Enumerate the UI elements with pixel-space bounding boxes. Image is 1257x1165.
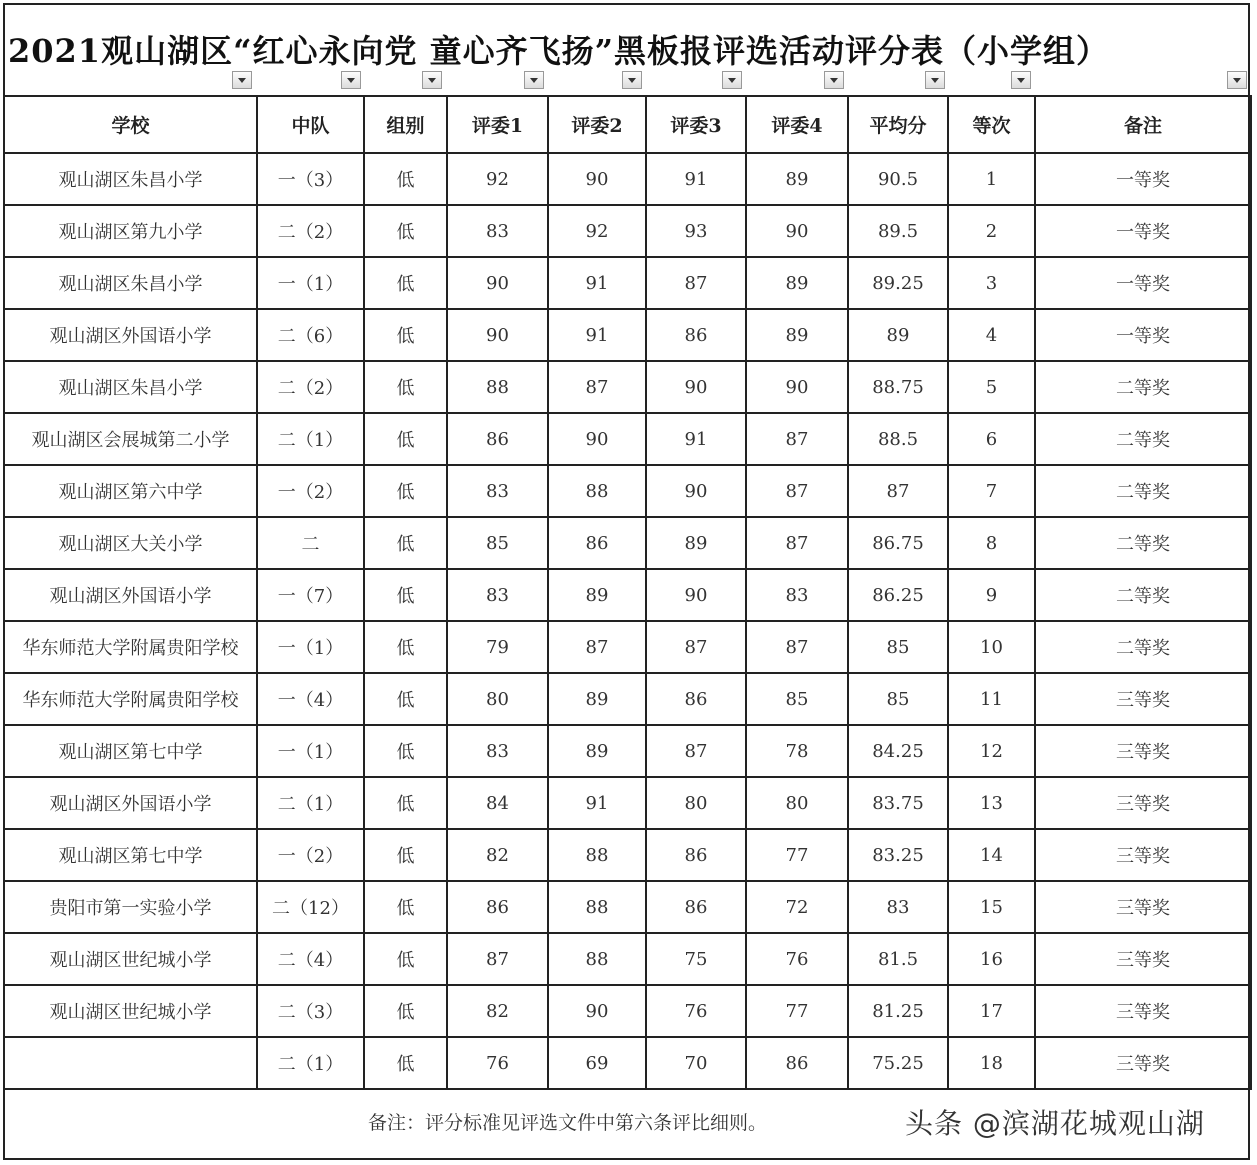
cell-average[interactable]: 84.25 (848, 725, 948, 777)
cell-judge-3[interactable]: 87 (646, 725, 746, 777)
header-judge-1[interactable]: 评委1 (447, 96, 548, 153)
table-row (4, 1037, 1251, 1089)
cell-remarks[interactable]: 一等奖 (1035, 205, 1251, 257)
cell-judge-1[interactable]: 83 (447, 569, 548, 621)
header-remarks[interactable]: 备注 (1035, 96, 1251, 153)
cell-average[interactable]: 83.75 (848, 777, 948, 829)
header-judge-4[interactable]: 评委4 (746, 96, 848, 153)
cell-rank[interactable]: 9 (948, 569, 1035, 621)
filter-dropdown-1-icon[interactable] (232, 71, 252, 89)
cell-squad[interactable]: 一（2） (257, 829, 364, 881)
cell-judge-1[interactable]: 90 (447, 257, 548, 309)
cell-group[interactable]: 低 (364, 673, 447, 725)
cell-judge-1[interactable]: 83 (447, 205, 548, 257)
table-row (4, 517, 1251, 569)
cell-squad[interactable]: 一（3） (257, 153, 364, 205)
header-judge-2[interactable]: 评委2 (548, 96, 646, 153)
filter-dropdown-2-icon[interactable] (341, 71, 361, 89)
cell-judge-1[interactable]: 86 (447, 881, 548, 933)
cell-average[interactable]: 85 (848, 673, 948, 725)
cell-school[interactable]: 贵阳市第一实验小学 (4, 881, 257, 933)
cell-judge-3[interactable]: 70 (646, 1037, 746, 1089)
cell-squad[interactable]: 二（2） (257, 205, 364, 257)
cell-judge-3[interactable]: 86 (646, 309, 746, 361)
cell-remarks[interactable]: 三等奖 (1035, 673, 1251, 725)
cell-school[interactable]: 观山湖区会展城第二小学 (4, 413, 257, 465)
cell-rank[interactable]: 11 (948, 673, 1035, 725)
cell-rank[interactable]: 6 (948, 413, 1035, 465)
cell-group[interactable]: 低 (364, 777, 447, 829)
header-row (4, 96, 1251, 153)
cell-school[interactable]: 观山湖区外国语小学 (4, 777, 257, 829)
cell-school[interactable]: 观山湖区大关小学 (4, 517, 257, 569)
cell-remarks[interactable]: 三等奖 (1035, 933, 1251, 985)
cell-group[interactable]: 低 (364, 985, 447, 1037)
cell-remarks[interactable]: 一等奖 (1035, 309, 1251, 361)
score-table (3, 95, 1252, 1090)
cell-group[interactable]: 低 (364, 413, 447, 465)
cell-judge-4[interactable]: 90 (746, 361, 848, 413)
cell-school[interactable]: 观山湖区世纪城小学 (4, 985, 257, 1037)
cell-rank[interactable]: 17 (948, 985, 1035, 1037)
cell-judge-1[interactable]: 83 (447, 465, 548, 517)
cell-judge-3[interactable]: 87 (646, 257, 746, 309)
cell-judge-1[interactable]: 79 (447, 621, 548, 673)
cell-rank[interactable]: 12 (948, 725, 1035, 777)
cell-squad[interactable]: 二（1） (257, 413, 364, 465)
cell-group[interactable]: 低 (364, 517, 447, 569)
cell-average[interactable]: 83 (848, 881, 948, 933)
table-body (4, 153, 1251, 1089)
cell-average[interactable]: 83.25 (848, 829, 948, 881)
table-row (4, 829, 1251, 881)
cell-group[interactable]: 低 (364, 569, 447, 621)
cell-judge-4[interactable]: 78 (746, 725, 848, 777)
cell-squad[interactable]: 一（4） (257, 673, 364, 725)
cell-remarks[interactable]: 一等奖 (1035, 153, 1251, 205)
cell-school[interactable]: 观山湖区朱昌小学 (4, 153, 257, 205)
cell-remarks[interactable]: 一等奖 (1035, 257, 1251, 309)
cell-judge-3[interactable]: 91 (646, 413, 746, 465)
header-squad[interactable]: 中队 (257, 96, 364, 153)
table-row (4, 933, 1251, 985)
cell-group[interactable]: 低 (364, 829, 447, 881)
cell-group[interactable]: 低 (364, 621, 447, 673)
cell-judge-4[interactable]: 89 (746, 309, 848, 361)
cell-judge-3[interactable]: 75 (646, 933, 746, 985)
table-row (4, 361, 1251, 413)
cell-average[interactable]: 89.25 (848, 257, 948, 309)
cell-judge-1[interactable]: 82 (447, 829, 548, 881)
cell-squad[interactable]: 一（7） (257, 569, 364, 621)
header-school[interactable]: 学校 (4, 96, 257, 153)
cell-squad[interactable]: 二（6） (257, 309, 364, 361)
table-row (4, 673, 1251, 725)
cell-judge-2[interactable]: 87 (548, 361, 646, 413)
cell-judge-2[interactable]: 86 (548, 517, 646, 569)
cell-judge-1[interactable]: 83 (447, 725, 548, 777)
cell-school[interactable]: 观山湖区朱昌小学 (4, 361, 257, 413)
filter-dropdown-5-icon[interactable] (622, 71, 642, 89)
cell-judge-2[interactable]: 88 (548, 829, 646, 881)
table-row (4, 777, 1251, 829)
cell-group[interactable]: 低 (364, 881, 447, 933)
header-average[interactable]: 平均分 (848, 96, 948, 153)
cell-school[interactable]: 观山湖区朱昌小学 (4, 257, 257, 309)
cell-judge-3[interactable]: 90 (646, 569, 746, 621)
cell-school[interactable]: 华东师范大学附属贵阳学校 (4, 621, 257, 673)
table-row (4, 725, 1251, 777)
cell-rank[interactable]: 14 (948, 829, 1035, 881)
cell-judge-2[interactable]: 88 (548, 933, 646, 985)
cell-average[interactable]: 87 (848, 465, 948, 517)
header-rank[interactable]: 等次 (948, 96, 1035, 153)
cell-judge-4[interactable]: 89 (746, 153, 848, 205)
cell-squad[interactable]: 二（4） (257, 933, 364, 985)
cell-judge-4[interactable]: 77 (746, 985, 848, 1037)
cell-judge-3[interactable]: 86 (646, 881, 746, 933)
filter-dropdown-4-icon[interactable] (524, 71, 544, 89)
cell-school[interactable]: 观山湖区第七中学 (4, 829, 257, 881)
cell-average[interactable]: 85 (848, 621, 948, 673)
cell-school[interactable]: 观山湖区外国语小学 (4, 569, 257, 621)
cell-average[interactable]: 81.25 (848, 985, 948, 1037)
cell-judge-3[interactable]: 89 (646, 517, 746, 569)
cell-group[interactable]: 低 (364, 361, 447, 413)
cell-judge-3[interactable]: 80 (646, 777, 746, 829)
cell-average[interactable]: 86.25 (848, 569, 948, 621)
cell-school[interactable]: 观山湖区第九小学 (4, 205, 257, 257)
cell-average[interactable]: 89.5 (848, 205, 948, 257)
cell-judge-4[interactable]: 87 (746, 621, 848, 673)
cell-judge-2[interactable]: 88 (548, 881, 646, 933)
cell-judge-1[interactable]: 86 (447, 413, 548, 465)
cell-group[interactable]: 低 (364, 933, 447, 985)
cell-judge-2[interactable]: 90 (548, 153, 646, 205)
cell-average[interactable]: 90.5 (848, 153, 948, 205)
cell-judge-4[interactable]: 89 (746, 257, 848, 309)
cell-squad[interactable]: 二（2） (257, 361, 364, 413)
cell-judge-3[interactable]: 90 (646, 465, 746, 517)
cell-rank[interactable]: 7 (948, 465, 1035, 517)
cell-squad[interactable]: 二（1） (257, 1037, 364, 1089)
table-row (4, 413, 1251, 465)
cell-remarks[interactable]: 二等奖 (1035, 465, 1251, 517)
cell-judge-4[interactable]: 80 (746, 777, 848, 829)
filter-dropdown-9-icon[interactable] (1011, 71, 1031, 89)
cell-remarks[interactable]: 二等奖 (1035, 621, 1251, 673)
cell-judge-1[interactable]: 88 (447, 361, 548, 413)
cell-group[interactable]: 低 (364, 465, 447, 517)
cell-judge-1[interactable]: 92 (447, 153, 548, 205)
sheet-title: 2021观山湖区“红心永向党 童心齐飞扬”黑板报评选活动评分表（小学组） (8, 32, 1110, 70)
cell-rank[interactable]: 2 (948, 205, 1035, 257)
cell-judge-2[interactable]: 91 (548, 777, 646, 829)
cell-group[interactable]: 低 (364, 153, 447, 205)
cell-group[interactable]: 低 (364, 257, 447, 309)
cell-judge-4[interactable]: 87 (746, 517, 848, 569)
footer-note: 备注：评分标准见评选文件中第六条评比细则。 (368, 1112, 768, 1134)
cell-remarks[interactable]: 三等奖 (1035, 1037, 1251, 1089)
filter-dropdown-6-icon[interactable] (722, 71, 742, 89)
cell-judge-1[interactable]: 85 (447, 517, 548, 569)
filter-dropdown-8-icon[interactable] (925, 71, 945, 89)
cell-group[interactable]: 低 (364, 309, 447, 361)
cell-school[interactable] (4, 1037, 257, 1089)
cell-average[interactable]: 86.75 (848, 517, 948, 569)
cell-judge-1[interactable]: 82 (447, 985, 548, 1037)
filter-dropdown-3-icon[interactable] (422, 71, 442, 89)
cell-squad[interactable]: 一（1） (257, 257, 364, 309)
cell-judge-2[interactable]: 91 (548, 309, 646, 361)
cell-squad[interactable]: 二（12） (257, 881, 364, 933)
header-judge-3[interactable]: 评委3 (646, 96, 746, 153)
table-row (4, 465, 1251, 517)
cell-judge-4[interactable]: 86 (746, 1037, 848, 1089)
cell-judge-1[interactable]: 87 (447, 933, 548, 985)
table-row (4, 257, 1251, 309)
table-row (4, 309, 1251, 361)
cell-remarks[interactable]: 二等奖 (1035, 361, 1251, 413)
cell-rank[interactable]: 8 (948, 517, 1035, 569)
cell-judge-2[interactable]: 89 (548, 673, 646, 725)
table-row (4, 881, 1251, 933)
cell-rank[interactable]: 15 (948, 881, 1035, 933)
cell-group[interactable]: 低 (364, 205, 447, 257)
cell-judge-2[interactable]: 90 (548, 413, 646, 465)
cell-judge-3[interactable]: 91 (646, 153, 746, 205)
cell-school[interactable]: 观山湖区外国语小学 (4, 309, 257, 361)
cell-judge-3[interactable]: 87 (646, 621, 746, 673)
cell-rank[interactable]: 13 (948, 777, 1035, 829)
table-row (4, 153, 1251, 205)
cell-judge-2[interactable]: 90 (548, 985, 646, 1037)
cell-rank[interactable]: 5 (948, 361, 1035, 413)
cell-school[interactable]: 观山湖区世纪城小学 (4, 933, 257, 985)
cell-judge-4[interactable]: 77 (746, 829, 848, 881)
cell-remarks[interactable]: 三等奖 (1035, 777, 1251, 829)
cell-judge-3[interactable]: 86 (646, 829, 746, 881)
cell-rank[interactable]: 3 (948, 257, 1035, 309)
cell-rank[interactable]: 18 (948, 1037, 1035, 1089)
cell-judge-2[interactable]: 69 (548, 1037, 646, 1089)
cell-rank[interactable]: 10 (948, 621, 1035, 673)
cell-judge-2[interactable]: 89 (548, 725, 646, 777)
cell-remarks[interactable]: 三等奖 (1035, 725, 1251, 777)
cell-judge-2[interactable]: 89 (548, 569, 646, 621)
cell-remarks[interactable]: 二等奖 (1035, 413, 1251, 465)
cell-squad[interactable]: 二（3） (257, 985, 364, 1037)
cell-group[interactable]: 低 (364, 725, 447, 777)
cell-school[interactable]: 观山湖区第七中学 (4, 725, 257, 777)
cell-judge-3[interactable]: 86 (646, 673, 746, 725)
cell-average[interactable]: 75.25 (848, 1037, 948, 1089)
cell-judge-2[interactable]: 91 (548, 257, 646, 309)
cell-remarks[interactable]: 二等奖 (1035, 569, 1251, 621)
header-group[interactable]: 组别 (364, 96, 447, 153)
cell-average[interactable]: 88.5 (848, 413, 948, 465)
cell-judge-4[interactable]: 90 (746, 205, 848, 257)
cell-judge-4[interactable]: 87 (746, 465, 848, 517)
cell-squad[interactable]: 一（1） (257, 725, 364, 777)
cell-rank[interactable]: 16 (948, 933, 1035, 985)
table-row (4, 569, 1251, 621)
cell-judge-1[interactable]: 90 (447, 309, 548, 361)
cell-judge-2[interactable]: 87 (548, 621, 646, 673)
cell-rank[interactable]: 4 (948, 309, 1035, 361)
cell-judge-4[interactable]: 72 (746, 881, 848, 933)
filter-dropdown-7-icon[interactable] (824, 71, 844, 89)
cell-remarks[interactable]: 三等奖 (1035, 985, 1251, 1037)
table-row (4, 205, 1251, 257)
cell-remarks[interactable]: 三等奖 (1035, 881, 1251, 933)
cell-judge-2[interactable]: 92 (548, 205, 646, 257)
cell-judge-2[interactable]: 88 (548, 465, 646, 517)
watermark: 头条 @滨湖花城观山湖 (905, 1107, 1205, 1140)
cell-average[interactable]: 88.75 (848, 361, 948, 413)
cell-average[interactable]: 89 (848, 309, 948, 361)
cell-squad[interactable]: 二 (257, 517, 364, 569)
cell-judge-4[interactable]: 76 (746, 933, 848, 985)
cell-judge-1[interactable]: 80 (447, 673, 548, 725)
cell-judge-1[interactable]: 84 (447, 777, 548, 829)
cell-judge-3[interactable]: 93 (646, 205, 746, 257)
table-row (4, 985, 1251, 1037)
cell-judge-4[interactable]: 83 (746, 569, 848, 621)
cell-remarks[interactable]: 二等奖 (1035, 517, 1251, 569)
cell-judge-1[interactable]: 76 (447, 1037, 548, 1089)
cell-remarks[interactable]: 三等奖 (1035, 829, 1251, 881)
cell-squad[interactable]: 一（1） (257, 621, 364, 673)
cell-judge-4[interactable]: 85 (746, 673, 848, 725)
cell-group[interactable]: 低 (364, 1037, 447, 1089)
cell-squad[interactable]: 二（1） (257, 777, 364, 829)
filter-dropdown-10-icon[interactable] (1227, 71, 1247, 89)
cell-squad[interactable]: 一（2） (257, 465, 364, 517)
cell-school[interactable]: 华东师范大学附属贵阳学校 (4, 673, 257, 725)
cell-judge-3[interactable]: 76 (646, 985, 746, 1037)
table-row (4, 621, 1251, 673)
cell-school[interactable]: 观山湖区第六中学 (4, 465, 257, 517)
cell-judge-3[interactable]: 90 (646, 361, 746, 413)
cell-rank[interactable]: 1 (948, 153, 1035, 205)
cell-average[interactable]: 81.5 (848, 933, 948, 985)
cell-judge-4[interactable]: 87 (746, 413, 848, 465)
